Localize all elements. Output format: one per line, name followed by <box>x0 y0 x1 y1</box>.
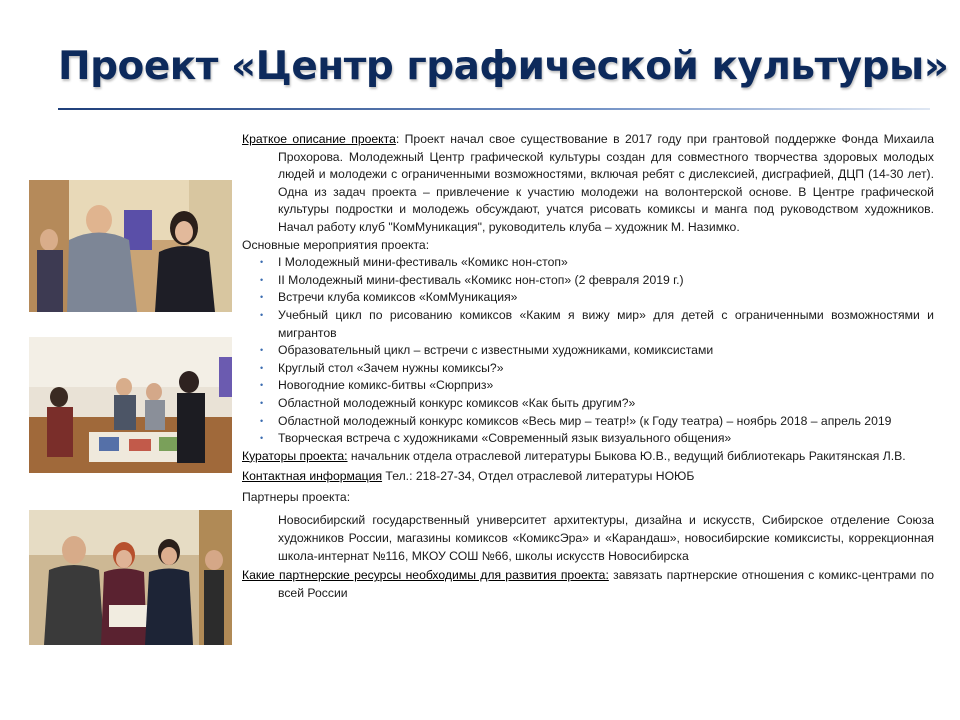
event-item-text: II Молодежный мини-фестиваль «Комикс нон-стоп» (2 февраля 2019 г.) <box>278 272 684 287</box>
event-item-text: Областной молодежный конкурс комиксов «Как быть другим?» <box>278 395 636 410</box>
bullet-icon: • <box>260 345 264 356</box>
bullet-icon: • <box>260 362 264 373</box>
bullet-icon: • <box>260 274 264 285</box>
resources-label: Какие партнерские ресурсы необходимы для развития проекта: <box>242 568 609 583</box>
event-item-text: Новогодние комикс-битвы «Сюрприз» <box>278 378 494 393</box>
events-heading: Основные мероприятия проекта: <box>242 237 430 252</box>
event-item <box>260 395 934 413</box>
partners-text: Новосибирский государственный университет архитектуры, дизайна и искусств, Сибирское отделение Союза художников России, магазины комиксов «КомиксЭра» и «Карандаш», новосибирские комиксисты, коррекционная школа-интернат №116, МКОУ СОШ №66, школы искусств Новосибирска <box>278 513 934 563</box>
events-list <box>242 254 934 448</box>
event-item-text: Круглый стол «Зачем нужны комиксы?» <box>278 360 504 375</box>
bullet-icon: • <box>260 415 264 426</box>
photo-exhibition <box>29 337 232 473</box>
contacts-text: Тел.: 218-27-34, Отдел отраслевой литературы НОЮБ <box>382 469 695 484</box>
event-item-text: Встречи клуба комиксов «КомМуникация» <box>278 290 518 305</box>
resources-paragraph <box>242 567 934 602</box>
event-item <box>260 430 934 448</box>
photo-conversation <box>29 180 232 312</box>
event-item-text: Учебный цикл по рисованию комиксов «Каким я вижу мир» для детей с ограниченными возможностями и мигрантов <box>278 307 934 340</box>
event-item-text: I Молодежный мини-фестиваль «Комикс нон-стоп» <box>278 255 568 270</box>
title-underline <box>58 108 930 110</box>
event-item <box>260 360 934 378</box>
event-item <box>260 413 934 431</box>
description-label: Краткое описание проекта <box>242 132 396 146</box>
description-paragraph <box>242 131 934 237</box>
event-item <box>260 307 934 342</box>
event-item <box>260 289 934 307</box>
bullet-icon: • <box>260 397 264 408</box>
page-title: Проект «Центр графической культуры» <box>58 44 949 89</box>
event-item <box>260 254 934 272</box>
event-item-text: Творческая встреча с художниками «Современный язык визуального общения» <box>278 431 732 446</box>
curators-text: начальник отдела отраслевой литературы Быкова Ю.В., ведущий библиотекарь Ракитянская Л.В. <box>347 448 906 463</box>
bullet-icon: • <box>260 380 264 391</box>
event-item-text: Областной молодежный конкурс комиксов «Весь мир – театр!» (к Году театра) – ноябрь 2018 – апрель 2019 <box>278 413 892 428</box>
event-item <box>260 342 934 360</box>
event-item <box>260 377 934 395</box>
photo-group-reading <box>29 510 232 645</box>
partners-heading: Партнеры проекта: <box>242 489 351 504</box>
bullet-icon: • <box>260 433 264 444</box>
bullet-icon: • <box>260 292 264 303</box>
bullet-icon: • <box>260 257 264 268</box>
event-item-text: Образовательный цикл – встречи с известными художниками, комиксистами <box>278 343 714 358</box>
contacts-paragraph <box>242 468 934 486</box>
description-text: : Проект начал свое существование в 2017 году при грантовой поддержке Фонда Михаила Прохорова. Молодежный Центр графической культуры создан для совместного творчества здоровых молодых людей и молодежи с ограниченными возможностями, включая ребят с дислексией, дисграфией, ДЦП (14-30 лет). Одна из задач проекта – привлечение к участию молодежи на волонтерской основе. В Центре графической культуры подростки и молодежь обсуждают, учатся рисовать комиксы и манга под руководством художников. Начал работу клуб "КомМуникация", руководитель клуба – художник М. Назимко. <box>278 132 934 234</box>
curators-label: Кураторы проекта: <box>242 448 348 463</box>
contacts-label: Контактная информация <box>242 469 383 484</box>
bullet-icon: • <box>260 309 264 320</box>
resources-text: завязать партнерские отношения с комикс-центрами по всей России <box>278 568 935 600</box>
event-item <box>260 272 934 290</box>
project-description <box>242 131 934 602</box>
curators-paragraph <box>242 448 934 466</box>
